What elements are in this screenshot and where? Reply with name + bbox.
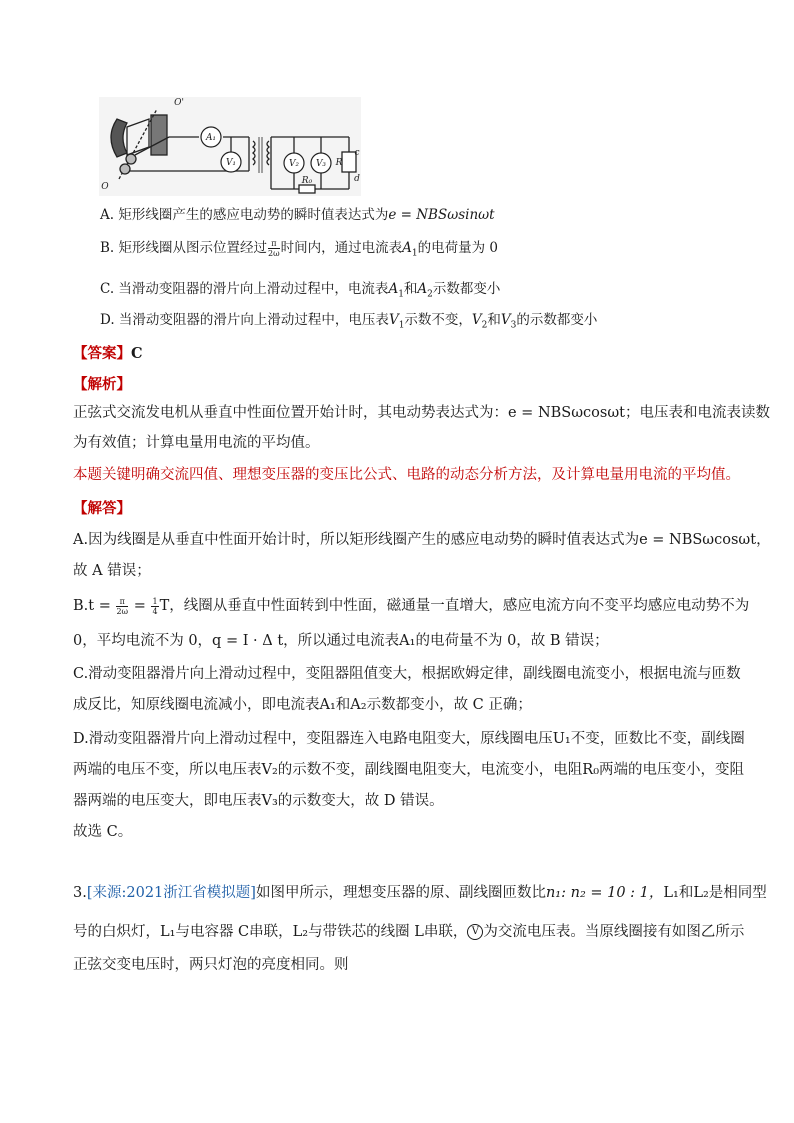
option-c: C. 当滑动变阻器的滑片向上滑动过程中，电流表$A_1$和$A_2$示数都变小	[100, 281, 501, 300]
solution-c-1: C.滑动变阻器滑片向上滑动过程中，变阻器阻值变大，根据欧姆定律，副线圈电流变小，根据电流与匝数	[73, 666, 741, 682]
solution-a-1: A.因为线圈是从垂直中性面开始计时，所以矩形线圈产生的感应电动势的瞬时值表达式为e = NBSωcosωt，	[73, 532, 771, 548]
solution-conclusion: 故选 C。	[73, 824, 133, 840]
label-a1: A₁	[205, 133, 217, 143]
solution-d-1: D.滑动变阻器滑片向上滑动过程中，变阻器连入电路电阻变大，原线圈电压U₁不变，匝数比不变，副线圈	[73, 731, 745, 747]
label-r: R	[335, 158, 343, 168]
solution-a-2: 故 A 错误；	[73, 563, 151, 579]
solution-b-1: B.t = $\frac{\pi}{2\omega}$ = $\frac{1}{4}$ T，线圈从垂直中性面转到中性面，磁通量一直增大，感应电流方向不变平均感应电动势不为	[73, 596, 750, 616]
option-a: A. 矩形线圈产生的感应电动势的瞬时值表达式为e = NBSωsinωt	[100, 207, 495, 223]
label-v1: V₁	[225, 158, 237, 168]
solution-b-2: 0，平均电流不为 0，q = I · Δ t，所以通过电流表A₁的电荷量不为 0，故 B 错误；	[73, 633, 609, 649]
analysis-line-2: 为有效值；计算电量用电流的平均值。	[73, 435, 320, 451]
answer	[73, 342, 143, 363]
voltmeter-symbol: V	[467, 924, 483, 940]
label-v3: V₃	[315, 159, 327, 169]
question3-line-2: 号的白炽灯，L₁与电容器 C串联，L₂与带铁芯的线圈 L串联， V 为交流电压表。当原线圈接有如图乙所示	[73, 924, 745, 940]
label-r0: R₀	[301, 176, 313, 186]
solution-c-2: 成反比，知原线圈电流减小，即电流表A₁和A₂示数都变小，故 C 正确；	[73, 697, 532, 713]
question3-line-3: 正弦交变电压时，两只灯泡的亮度相同。则	[73, 957, 349, 973]
label-c: c	[354, 148, 360, 158]
solution-d-3: 器两端的电压变大，即电压表V₃的示数变大，故 D 错误。	[73, 793, 444, 809]
question3-line-1: 3.[来源:2021浙江省模拟题]如图甲所示，理想变压器的原、副线圈匝数比n₁: n₂ = 10 : 1，L₁和L₂是相同型	[73, 885, 767, 901]
solution-d-2: 两端的电压不变，所以电压表V₂的示数不变，副线圈电阻变大，电流变小，电阻R₀两端的电压变小，变阻	[73, 762, 745, 778]
label-d: d	[354, 174, 360, 184]
answer-tag: 【答案】	[73, 345, 131, 362]
option-b: B. 矩形线圈从图示位置经过 $\frac{\pi}{2\omega}$ 时间内，通过电流表$A_1$的电荷量为 0	[100, 239, 499, 259]
circuit-figure	[99, 97, 361, 196]
answer-value: C	[131, 345, 143, 362]
label-v2: V₂	[288, 159, 300, 169]
analysis-line-3: 本题关键明确交流四值、理想变压器的变压比公式、电路的动态分析方法，及计算电量用电流的平均值。	[73, 467, 740, 483]
option-d: D. 当滑动变阻器的滑片向上滑动过程中，电压表$V_1$示数不变，$V_2$和$V_3$的示数都变小	[100, 312, 598, 331]
analysis-tag: 【解析】	[73, 376, 131, 393]
label-a2: A₂	[193, 102, 205, 112]
question3-source: [来源:2021浙江省模拟题]	[86, 885, 256, 901]
option-a-formula: e = NBSωsinωt	[388, 207, 495, 223]
label-o: O	[101, 182, 109, 192]
solution-tag: 【解答】	[73, 500, 131, 517]
fraction: $\frac{\pi}{2\omega}$	[268, 239, 280, 258]
analysis-line-1: 正弦式交流发电机从垂直中性面位置开始计时，其电动势表达式为：e = NBSωcosωt；电压表和电流表读数	[73, 405, 770, 421]
label-o-prime: O'	[174, 98, 184, 108]
